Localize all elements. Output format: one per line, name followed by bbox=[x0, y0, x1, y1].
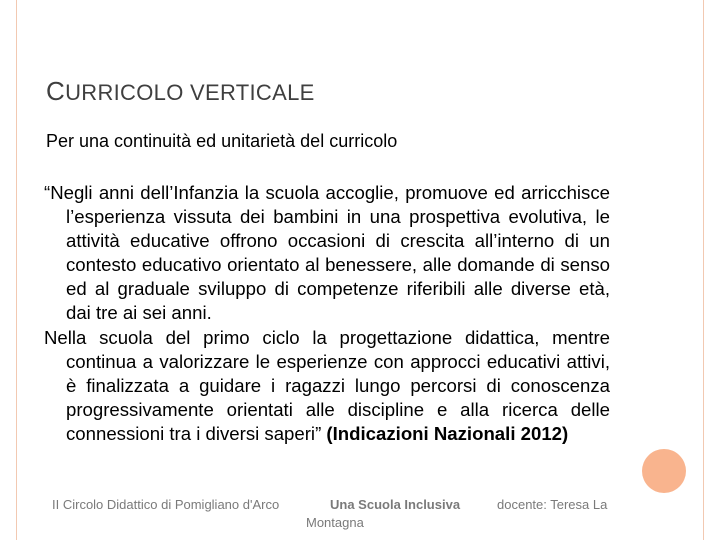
footer-school: II Circolo Didattico di Pomigliano d'Arco bbox=[52, 497, 280, 512]
slide-title-rest: URRICOLO VERTICALE bbox=[65, 80, 315, 105]
paragraph-infanzia: “Negli anni dell’Infanzia la scuola accoglie, promuove ed arricchisce l’esperienza vissuta dei bambini in una prospettiva evolutiva, le attività educative offrono occasioni di crescita all’interno di un contesto educativo orientato al benessere, alle domande di senso ed al graduale sviluppo di competenze riferibili alle diverse età, dai tre ai sei anni. bbox=[44, 182, 610, 324]
citation: (Indicazioni Nazionali 2012) bbox=[321, 422, 569, 444]
slide-title-initial: C bbox=[46, 76, 66, 106]
slide-subtitle: Per una continuità ed unitarietà del curricolo bbox=[46, 131, 398, 151]
footer-teacher-wrap: Montagna bbox=[306, 515, 364, 530]
slide-title bbox=[46, 76, 315, 107]
paragraph-primo-ciclo bbox=[44, 326, 610, 446]
footer-teacher: docente: Teresa La bbox=[497, 497, 608, 512]
paragraph-primo-ciclo-text: Nella scuola del primo ciclo la progettazione didattica, mentre continua a valorizzare le esperienze con approcci educativi attivi, è finalizzata a guidare i ragazzi lungo percorsi di conoscenza progressivamente orientati alle discipline e alla ricerca delle connessioni tra i diversi saperi” bbox=[44, 326, 610, 444]
decorative-circle bbox=[642, 449, 686, 493]
slide-body bbox=[44, 181, 610, 446]
footer-motto: Una Scuola Inclusiva bbox=[330, 497, 461, 512]
